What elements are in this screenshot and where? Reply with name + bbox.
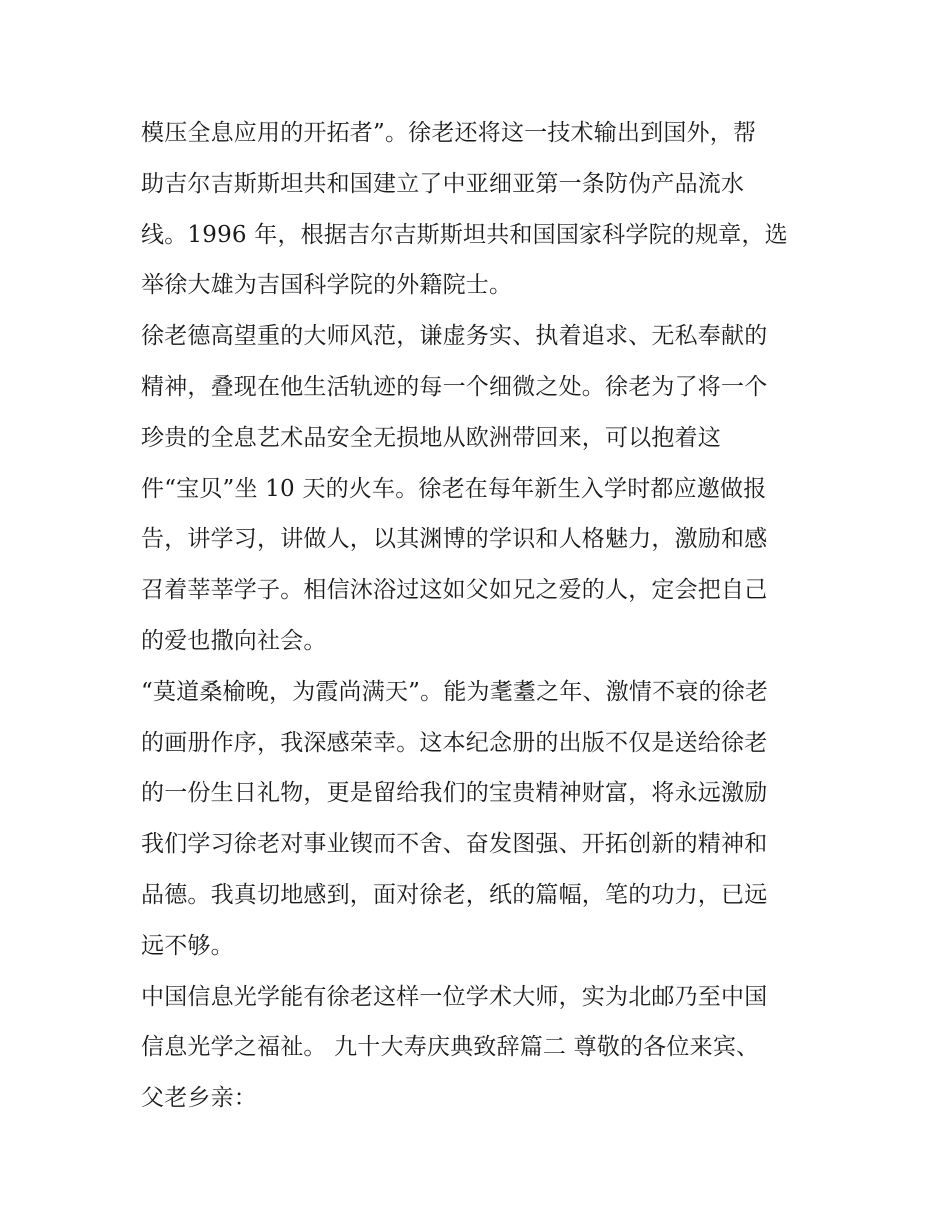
text-line: 的一份生日礼物，更是留给我们的宝贵精神财富，将永远激励 [141,780,768,807]
text-line: 告，讲学习，讲做人，以其渊博的学识和人格魅力，激励和感 [141,526,768,553]
document-body [141,108,813,1124]
text-line: 远不够。 [141,932,234,959]
text-line: 的爱也撒向社会。 [141,627,327,654]
text-line: 我们学习徐老对事业锲而不舍、奋发图强、开拓创新的精神和 [141,831,768,858]
text-line: 品德。我真切地感到，面对徐老，纸的篇幅，笔的功力，已远 [141,881,768,908]
text-line: 模压全息应用的开拓者”。徐老还将这一技术输出到国外，帮 [141,120,757,146]
text-line: 精神，叠现在他生活轨迹的每一个细微之处。徐老为了将一个 [141,373,768,400]
text-line: 的画册作序，我深感荣幸。这本纪念册的出版不仅是送给徐老 [141,729,768,756]
text-line: 召着莘莘学子。相信沐浴过这如父如兄之爱的人，定会把自己 [141,577,768,604]
text-line: 线。1996 年，根据吉尔吉斯斯坦共和国国家科学院的规章，选 [141,221,788,248]
text-line: 助吉尔吉斯斯坦共和国建立了中亚细亚第一条防伪产品流水 [141,170,745,197]
text-line: 父老乡亲： [141,1085,257,1112]
text-line: “莫道桑榆晚，为霞尚满天”。能为耄耋之年、激情不衰的徐老 [141,678,769,705]
text-line: 徐老德高望重的大师风范，谦虚务实、执着追求、无私奉献的 [141,323,768,350]
text-line: 件“宝贝”坐 10 天的火车。徐老在每年新生入学时都应邀做报 [141,475,767,502]
text-line: 中国信息光学能有徐老这样一位学术大师，实为北邮乃至中国 [141,983,768,1010]
text-line: 信息光学之福祉。 九十大寿庆典致辞篇二 尊敬的各位来宾、 [141,1034,760,1061]
text-line: 举徐大雄为吉国科学院的外籍院士。 [141,272,513,299]
text-line: 珍贵的全息艺术品安全无损地从欧洲带回来，可以抱着这 [141,424,721,451]
